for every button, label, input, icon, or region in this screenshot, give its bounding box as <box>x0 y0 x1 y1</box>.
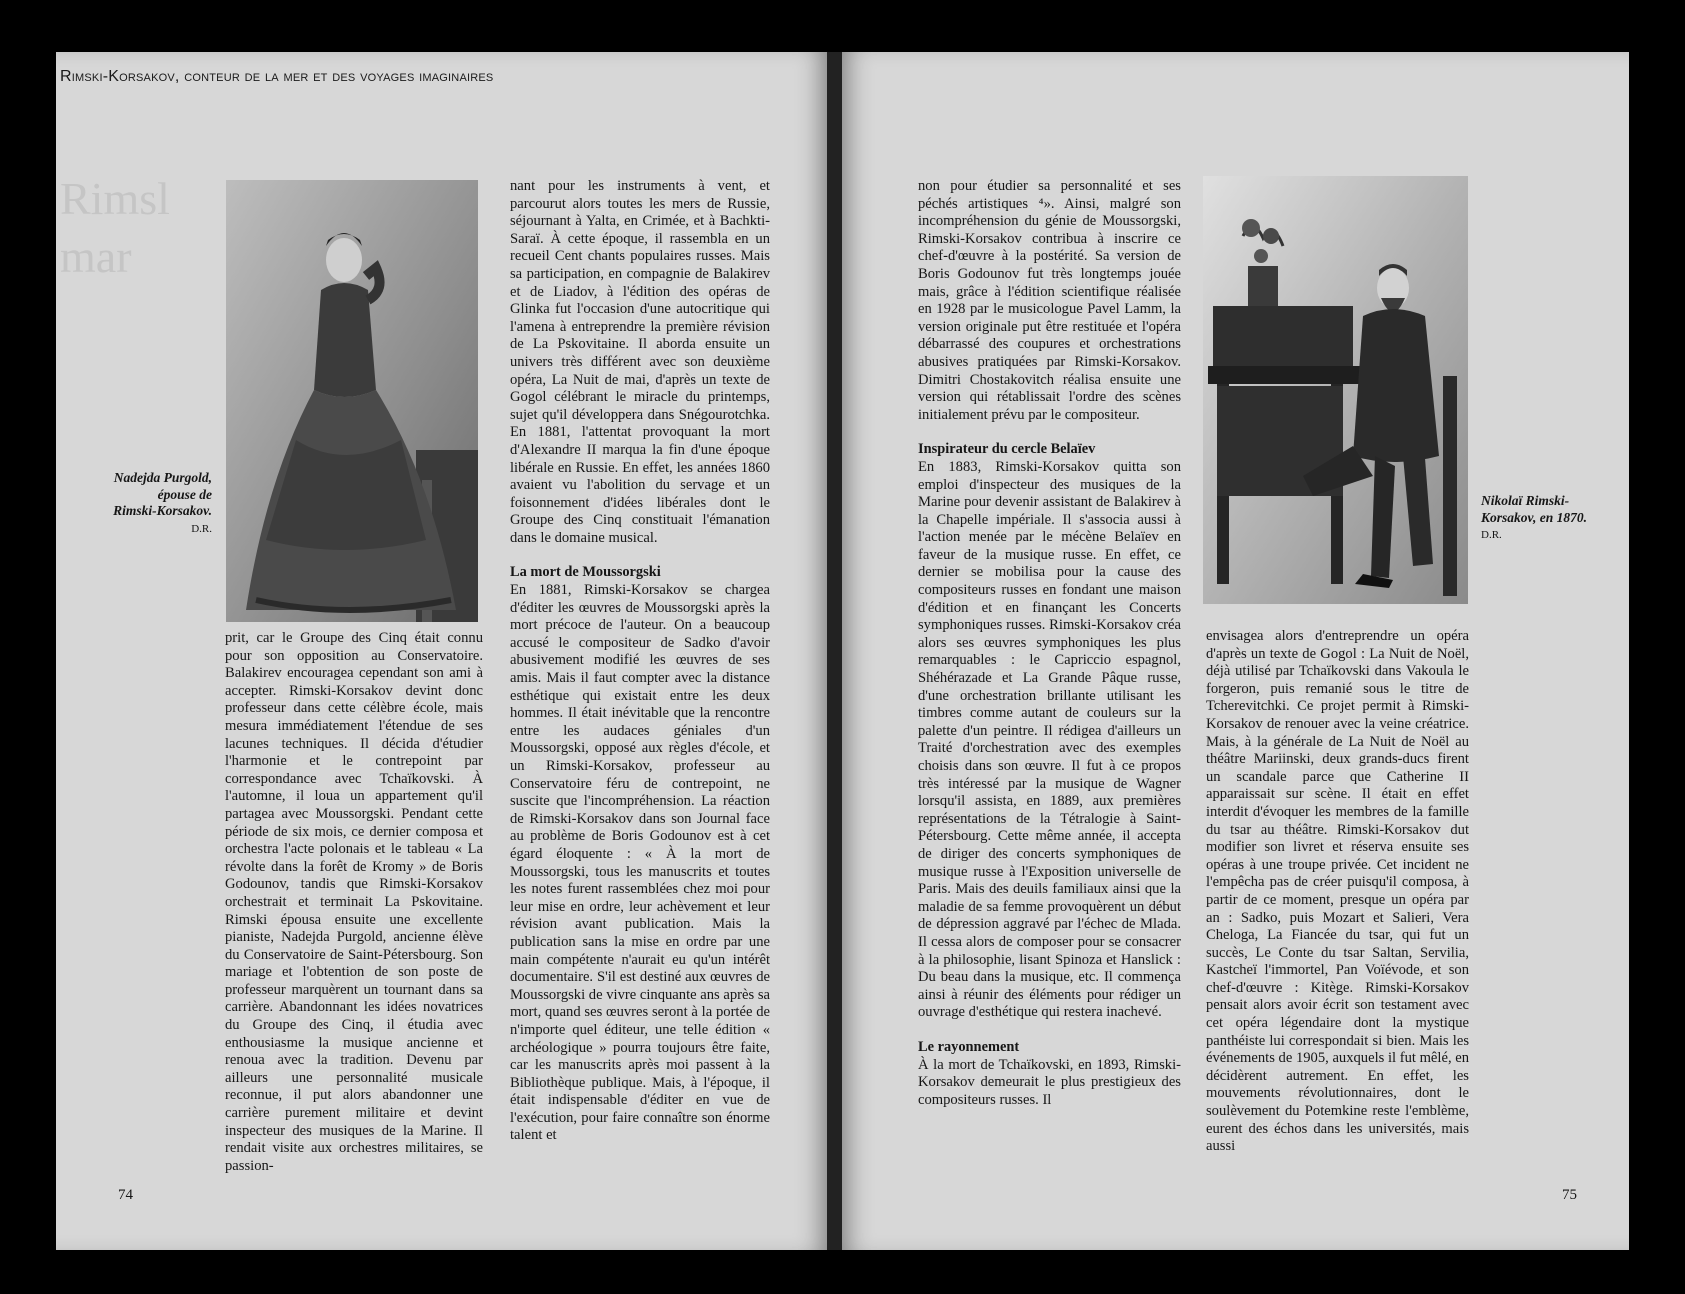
page-number-left: 74 <box>118 1187 133 1203</box>
paragraph: À la mort de Tchaïkovski, en 1893, Rimski-Korsakov demeurait le plus prestigieux des compositeurs russes. Il <box>918 1056 1181 1108</box>
section-heading: Inspirateur du cercle Belaïev <box>918 441 1096 458</box>
paragraph: prit, car le Groupe des Cinq était connu pour son opposition au Conservatoire. Balakirev encouragea cependant son ami à accepter. Rimski-Korsakov devint donc professeur dans cette célèbre école, mais mesura immédiatement l'étendue de ses lacunes techniques. Il décida d'étudier l'harmonie et le contrepoint par correspondance avec Tchaïkovski. À l'automne, il loua un appartement qu'il partagea avec Moussorgski. Pendant cette période de six mois, ce dernier composa et orchestra l'acte polonais et le tableau « La révolte dans la forêt de Kromy » de Boris Godounov, tandis que Rimski-Korsakov orchestrait et terminait La Pskovitaine. Rimski épousa ensuite une excellente pianiste, Nadejda Purgold, ancienne élève du Conservatoire de Saint-Pétersbourg. Son mariage et l'obtention de son poste de professeur marquèrent un tournant dans sa carrière. Abandonnant les idées novatrices du Groupe des Cinq, il étudia avec enthousiasme la musique ancienne et renoua avec la tradition. Devenu par ailleurs une personnalité musicale reconnue, il put alors abandonner une carrière purement militaire et devint inspecteur des musiques de la Marine. Il rendait visite aux orchestres militaires, se passion- <box>225 630 483 1174</box>
caption-text: Nadejda Purgold, épouse de Rimski-Korsakov. <box>113 470 212 518</box>
section-heading: La mort de Moussorgski <box>510 564 661 581</box>
column-3 <box>918 178 1181 1109</box>
column-1 <box>225 630 483 1175</box>
book-gutter <box>827 52 842 1250</box>
paragraph: envisagea alors d'entreprendre un opéra d'après un texte de Gogol : La Nuit de Noël, déjà utilisé par Tchaïkovski dans Vakoula le forgeron, puis remanié sous le titre de Tcherevitchki. Ce projet permit à Rimski-Korsakov de renouer avec la veine créatrice. Mais, à la générale de La Nuit de Noël au théâtre Mariinski, deux grands-ducs firent un scandale parce que Catherine II apparaissait sur scène. Il était en effet interdit d'évoquer les membres de la famille du tsar au théâtre. Rimski-Korsakov dut modifier son livret et réserva ensuite ses opéras à une troupe privée. Cet incident ne l'empêcha pas de créer puisqu'il composa, à partir de ce moment, presque un opéra par an : Sadko, puis Mozart et Salieri, Vera Cheloga, La Fiancée du tsar, qui fut un succès, Le Conte du tsar Saltan, Servilia, Kastcheï l'immortel, Pan Voïévode, et son chef-d'œuvre : Kitège. Rimski-Korsakov pensait alors avoir écrit son testament avec cet opéra légendaire dont la mystique panthéiste lui correspondait si bien. Mais les événements de 1905, auxquels il fut mêlé, en décidèrent autrement. En effet, les mouvements révolutionnaires, dont le soulèvement du Potemkine reste l'emblème, eurent des échos dans les universités, mais aussi <box>1206 628 1470 1155</box>
column-2 <box>510 178 770 1145</box>
caption-nadejda-purgold <box>112 470 212 537</box>
paragraph: nant pour les instruments à vent, et parcourut alors toutes les mers de Russie, séjournant à Yalta, en Crimée, et à Bachkti-Saraï. À cette époque, il rassembla en un recueil Cent chants populaires russes. Mais sa participation, en compagnie de Balakirev et de Liadov, à l'édition des opéras de Glinka fut l'occasion d'une autocritique qui l'amena à entreprendre la première révision de La Pskovitaine. Il aborda ensuite un univers très différent avec son deuxième opéra, La Nuit de mai, d'après un texte de Gogol célébrant le miracle du printemps, sujet qu'il développera dans Snégourotchka. En 1881, l'attentat provoquant la mort d'Alexandre II marqua la fin d'une époque libérale en Russie. En effet, les années 1860 avaient vu l'abolition du servage et un foisonnement d'idées libérales dont le Groupe des Cinq constituait l'émanation dans le domaine musical. <box>510 178 770 546</box>
running-head: Rimski-Korsakov, conteur de la mer et des voyages imaginaires <box>60 68 494 85</box>
paragraph: En 1883, Rimski-Korsakov quitta son emploi d'inspecteur des musiques de la Marine pour devenir assistant de Balakirev à la Chapelle impériale. Il s'associa aussi à l'action menée par le mécène Belaïev en faveur de la musique russe. En effet, ce dernier se mobilisa pour la cause des compositeurs russes en fondant une maison d'édition et en finançant les Concerts symphoniques russes. Rimski-Korsakov créa alors ses œuvres symphoniques les plus remarquables : le Capriccio espagnol, Shéhérazade et La Grande Pâque russe, d'une orchestration brillante utilisant les timbres comme autant de couleurs sur la palette d'un peintre. Il rédigea d'ailleurs un Traité d'orchestration avec des exemples choisis dans son œuvre. Il fut à ce propos très intéressé par la musique de Wagner lorsqu'il assista, en 1889, aux premières représentations de la Tétralogie à Saint-Pétersbourg. Cette même année, il accepta de diriger des concerts symphoniques de musique russe à l'Exposition universelle de Paris. Mais des deuils familiaux ainsi que la maladie de sa femme provoquèrent un début de dépression aggravé par l'échec de Mlada. Il cessa alors de composer pour se consacrer à la philosophie, lisant Spinoza et Hanslick : Du beau dans la musique, etc. Il commença ainsi à réunir des éléments pour rédiger un ouvrage d'esthétique qui restera inachevé. <box>918 458 1181 1021</box>
section-heading: Le rayonnement <box>918 1038 1020 1055</box>
photo-rimski-korsakov <box>1203 176 1468 604</box>
caption-credit: D.R. <box>1481 529 1502 541</box>
caption-credit: D.R. <box>191 522 212 535</box>
paragraph: non pour étudier sa personnalité et ses péchés artistiques ⁴». Ainsi, malgré son incompréhension du génie de Moussorgski, Rimski-Korsakov contribua à inscrire ce chef-d'œuvre à la postérité. Sa version de Boris Godounov fut très longtemps jouée mais, grâce à l'édition scientifique réalisée en 1928 par le musicologue Pavel Lamm, la version originale put être restituée et l'opéra débarrassé des coupures et orchestrations abusives pratiquées par Rimski-Korsakov. Dimitri Chostakovitch réalisa ensuite une version qui rétablissait l'ordre des scènes initialement prévu par le compositeur. <box>918 178 1181 423</box>
column-4 <box>1206 628 1469 1156</box>
page-number-right: 75 <box>1562 1187 1577 1203</box>
bleed-through-title: Rimsl mar <box>60 173 170 282</box>
paragraph: En 1881, Rimski-Korsakov se chargea d'éditer les œuvres de Moussorgski après la mort précoce de l'auteur. On a beaucoup accusé le compositeur de Sadko d'avoir abusivement modifié les œuvres de ses amis. Mais il faut compter avec la distance esthétique qui existait entre les deux hommes. Il était inévitable que la rencontre entre les audaces géniales d'un Moussorgski, opposé aux règles d'école, et un Rimski-Korsakov, professeur au Conservatoire féru de contrepoint, ne suscite que l'incompréhension. La réaction de Rimski-Korsakov dans son Journal face au problème de Boris Godounov est à cet égard éloquente : « À la mort de Moussorgski, tous les manuscrits et toutes les notes furent rassemblées chez moi pour leur mise en ordre, leur achèvement et leur révision avant publication. Mais la publication sans la mise en ordre par une main compétente n'aurait eu qu'un intérêt documentaire. S'il est destiné aux œuvres de Moussorgski de vivre cinquante ans après sa mort, quand ses œuvres seront à la portée de n'importe quel éditeur, une telle édition « archéologique » pourra toujours être faite, car les manuscrits après moi passent à la Bibliothèque publique. Mais, à l'époque, il était indispensable d'éditer en vue de l'exécution, pour faire connaître son énorme talent et <box>510 582 770 1144</box>
caption-rimski-korsakov <box>1481 493 1601 544</box>
caption-text: Nikolaï Rimski-Korsakov, en 1870. <box>1481 493 1588 525</box>
photo-nadejda-purgold <box>226 180 478 622</box>
